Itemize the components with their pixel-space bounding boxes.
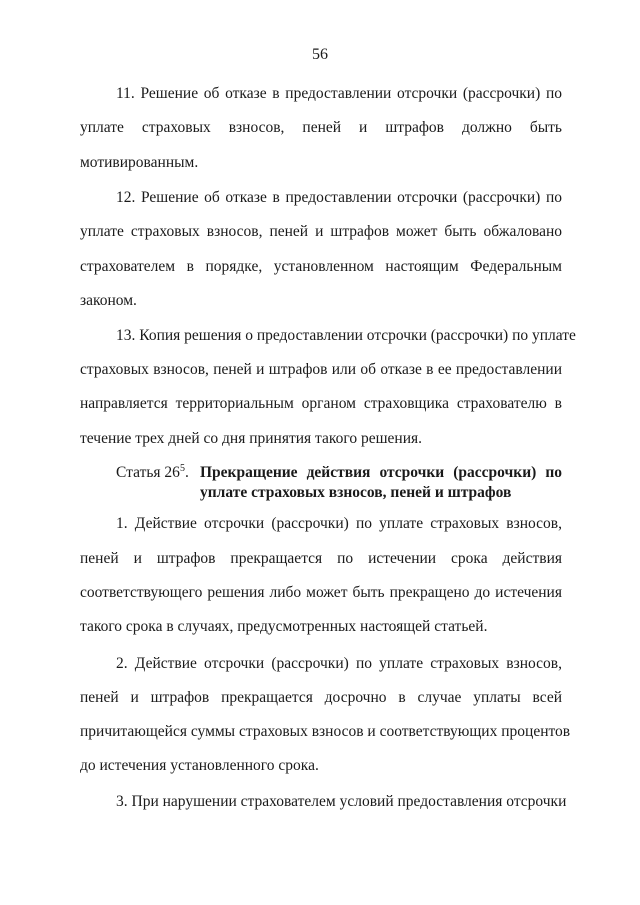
paragraph-line: 13. Копия решения о предоставлении отсрочки (рассрочки) по уплате xyxy=(116,327,576,344)
paragraph-line: 3. При нарушении страхователем условий предоставления отсрочки xyxy=(116,793,567,810)
paragraph-line: соответствующего решения либо может быть прекращено до истечения xyxy=(80,584,562,601)
paragraph-line: страховых взносов, пеней и штрафов или об отказе в ее предоставлении xyxy=(80,361,562,378)
article-label-superscript: 5 xyxy=(179,462,185,474)
paragraph-line: 2. Действие отсрочки (рассрочки) по уплате страховых взносов, xyxy=(116,655,562,672)
paragraph-line: уплате страховых взносов, пеней и штрафов может быть обжаловано xyxy=(80,223,562,240)
paragraph-line: страхователем в порядке, установленном настоящим Федеральным xyxy=(80,258,562,275)
paragraph-line: пеней и штрафов прекращается по истечении срока действия xyxy=(80,550,562,567)
paragraph-line: такого срока в случаях, предусмотренных настоящей статьей. xyxy=(80,618,488,635)
paragraph-line: направляется территориальным органом страховщика страхователю в xyxy=(80,395,562,412)
paragraph-line: 12. Решение об отказе в предоставлении отсрочки (рассрочки) по xyxy=(116,189,562,206)
article-title-line: Прекращение действия отсрочки (рассрочки) по xyxy=(200,464,562,481)
page-number: 56 xyxy=(312,46,328,63)
article-heading xyxy=(116,463,562,503)
article-label-dot: . xyxy=(184,464,189,481)
paragraph-line: мотивированным. xyxy=(80,154,199,171)
paragraph-line: законом. xyxy=(80,292,137,309)
paragraph-line: 1. Действие отсрочки (рассрочки) по уплате страховых взносов, xyxy=(116,515,562,532)
paragraph-line: пеней и штрафов прекращается досрочно в случае уплаты всей xyxy=(80,689,562,706)
article-title-line: уплате страховых взносов, пеней и штрафов xyxy=(200,484,512,501)
paragraph-line: 11. Решение об отказе в предоставлении отсрочки (рассрочки) по xyxy=(116,85,562,102)
paragraph-line: до истечения установленного срока. xyxy=(80,757,319,774)
paragraph-line: уплате страховых взносов, пеней и штрафов должно быть xyxy=(80,119,562,136)
article-label xyxy=(116,463,189,483)
paragraph-line: причитающейся суммы страховых взносов и соответствующих процентов xyxy=(80,723,571,740)
article-label-text: Статья 26 xyxy=(116,464,180,481)
paragraph-line: течение трех дней со дня принятия такого решения. xyxy=(80,430,423,447)
